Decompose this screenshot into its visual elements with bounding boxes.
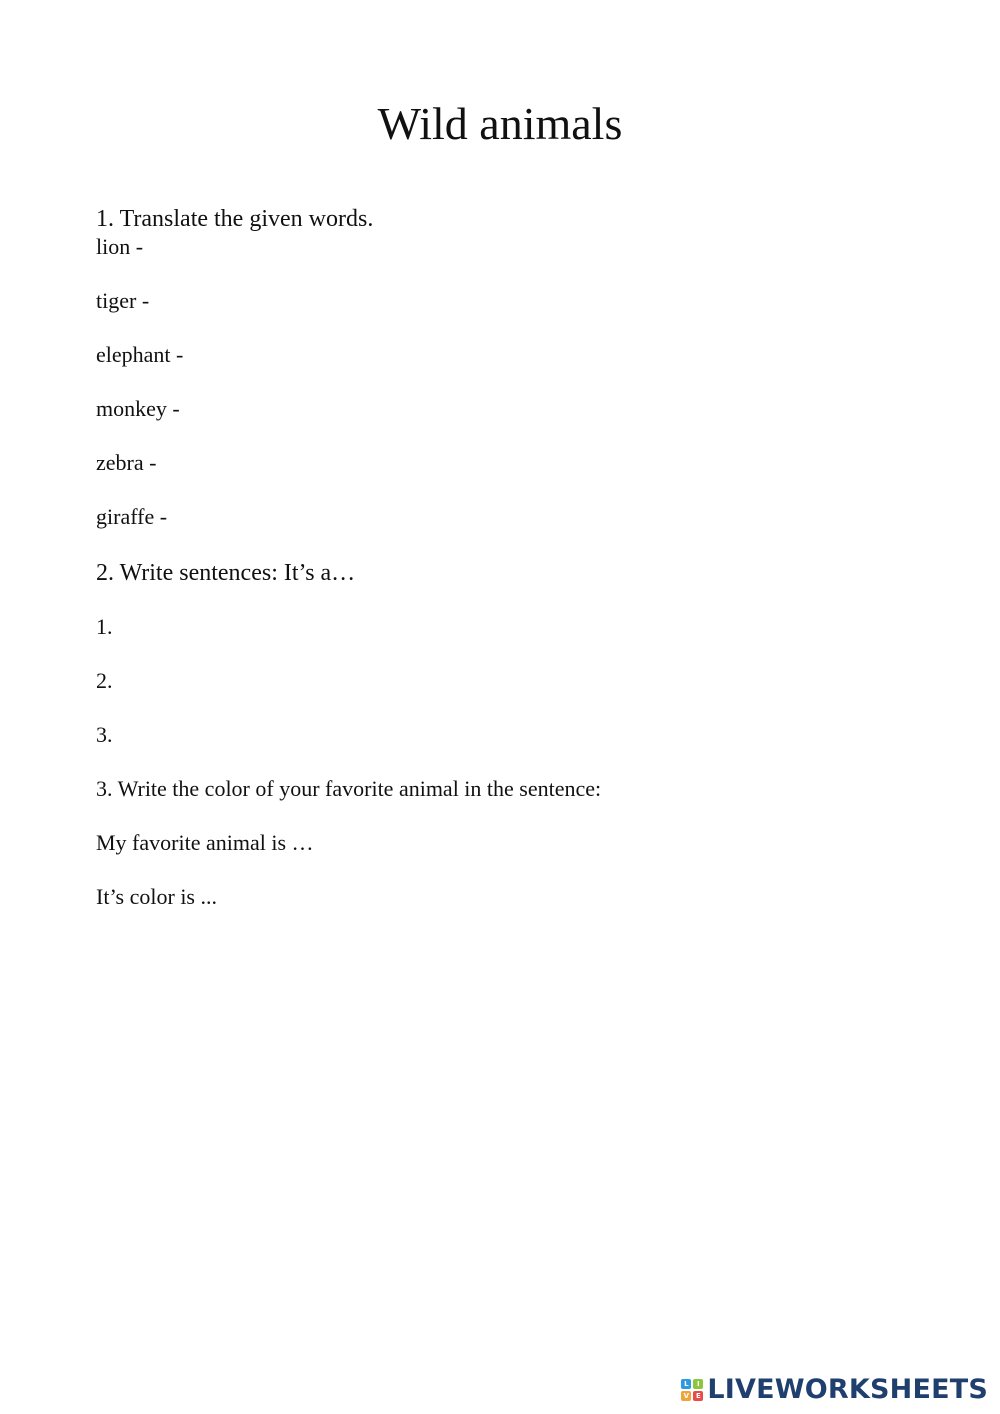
page-title: Wild animals (377, 98, 623, 149)
logo-text: LIVEWORKSHEETS (707, 1374, 988, 1405)
word-item-elephant: elephant - (96, 342, 184, 367)
sentence-item-1: 1. (96, 614, 113, 639)
word-item-zebra: zebra - (96, 450, 157, 475)
favorite-animal-line: My favorite animal is … (96, 830, 314, 855)
word-item-giraffe: giraffe - (96, 504, 168, 529)
logo-square-e: E (693, 1391, 703, 1401)
word-item-tiger: tiger - (96, 288, 150, 313)
logo-square-v: V (681, 1391, 691, 1401)
word-item-lion: lion - (96, 234, 144, 259)
logo-square-l: L (681, 1379, 691, 1389)
word-item-monkey: monkey - (96, 396, 180, 421)
question-3-heading: 3. Write the color of your favorite animal in the sentence: (96, 776, 602, 801)
logo-square-i: I (693, 1379, 703, 1389)
logo-squares-icon (681, 1379, 703, 1401)
sentence-item-3: 3. (96, 722, 113, 747)
question-2-heading: 2. Write sentences: It’s a… (96, 560, 356, 586)
animal-color-line: It’s color is ... (96, 884, 217, 909)
question-1-heading: 1. Translate the given words. (96, 206, 374, 232)
liveworksheets-logo (681, 1372, 988, 1408)
sentence-item-2: 2. (96, 668, 113, 693)
